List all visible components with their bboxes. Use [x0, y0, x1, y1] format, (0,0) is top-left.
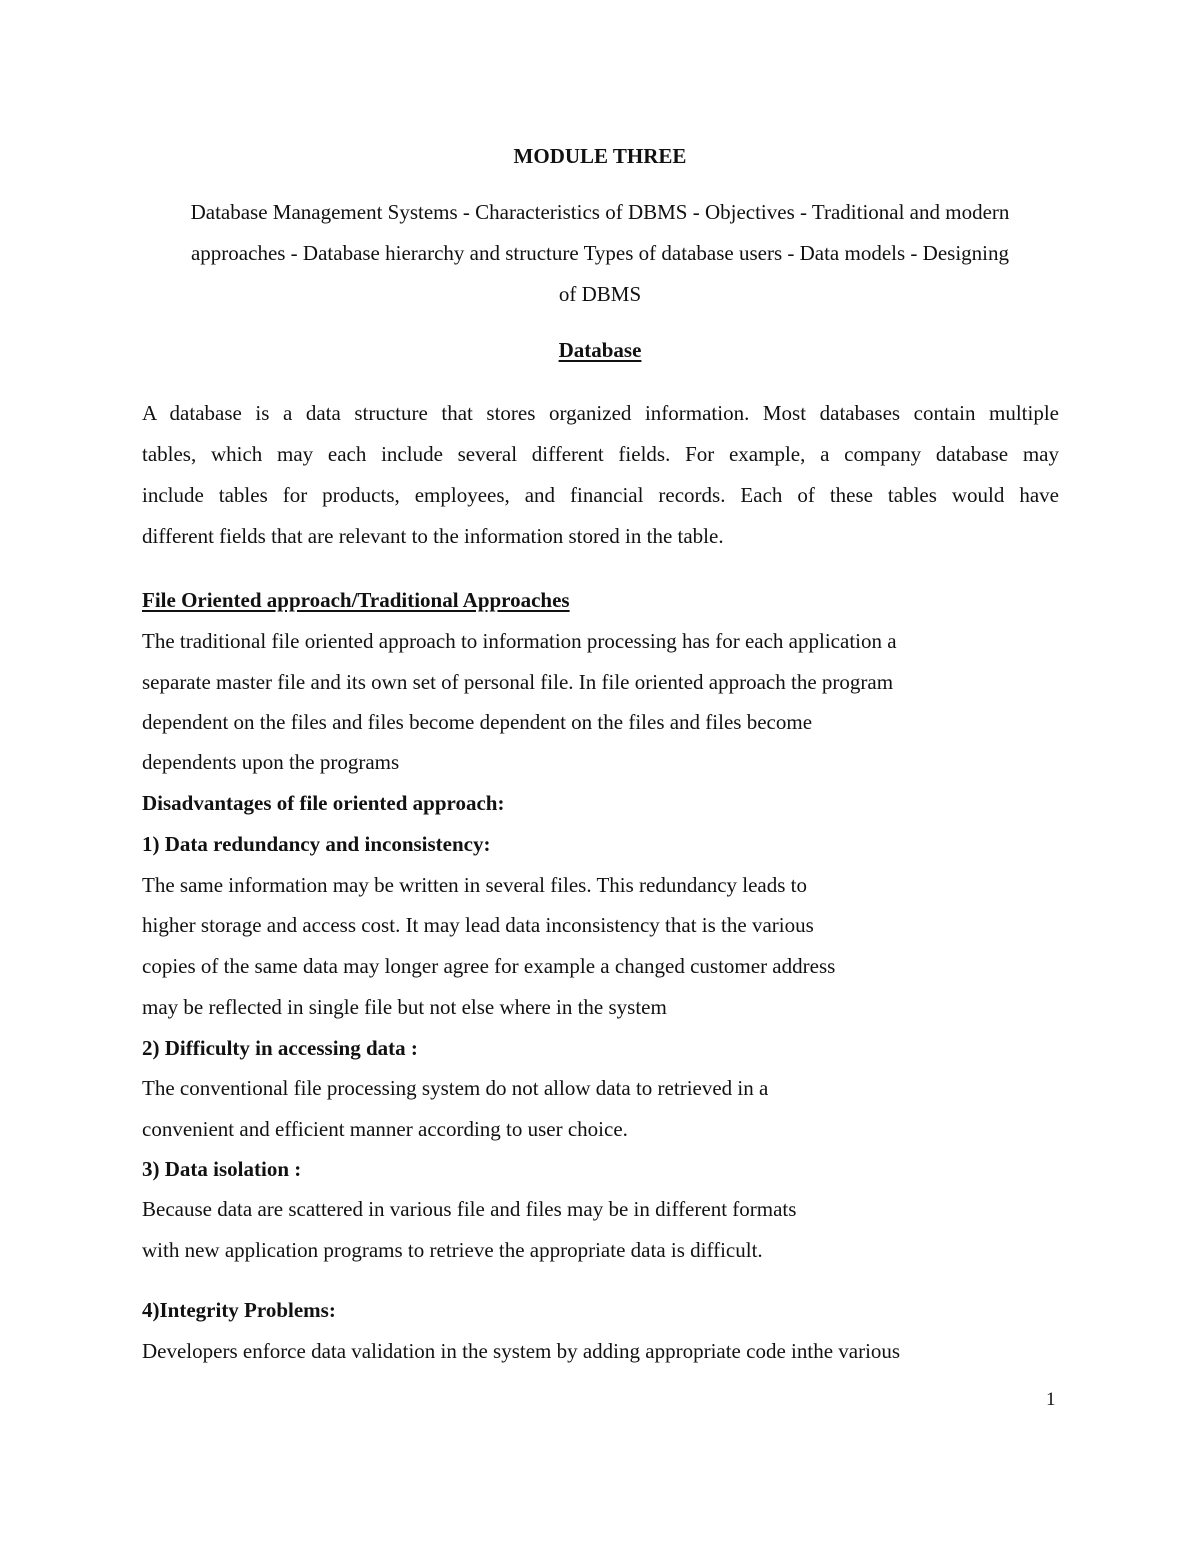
point-heading: 2) Difficulty in accessing data : [142, 1036, 418, 1060]
paragraph-line: The traditional file oriented approach to information processing has for each application a [142, 629, 897, 653]
paragraph-line: include tables for products, employees, and financial records. Each of these tables would have [142, 483, 1059, 507]
paragraph-line: tables, which may each include several different fields. For example, a company database may [142, 442, 1059, 466]
point-line: copies of the same data may longer agree for example a changed customer address [142, 954, 836, 978]
point-line: Because data are scattered in various file and files may be in different formats [142, 1197, 797, 1221]
point-line: The conventional file processing system do not allow data to retrieved in a [142, 1076, 769, 1100]
point-line: higher storage and access cost. It may lead data inconsistency that is the various [142, 913, 814, 937]
paragraph-line: different fields that are relevant to the information stored in the table. [142, 524, 724, 548]
point-heading: 1) Data redundancy and inconsistency: [142, 832, 491, 856]
paragraph-line: A database is a data structure that stores organized information. Most databases contain multiple [142, 401, 1059, 425]
point-line: Developers enforce data validation in the system by adding appropriate code inthe various [142, 1339, 901, 1363]
syllabus-line: Database Management Systems - Characteristics of DBMS - Objectives - Traditional and modern [190, 200, 1010, 224]
point-heading: 4)Integrity Problems: [142, 1298, 336, 1322]
point-heading: 3) Data isolation : [142, 1157, 302, 1181]
database-heading: Database [558, 338, 642, 362]
syllabus-line: of DBMS [558, 282, 642, 306]
point-line: may be reflected in single file but not else where in the system [142, 995, 667, 1019]
point-line: The same information may be written in several files. This redundancy leads to [142, 873, 807, 897]
disadvantages-heading: Disadvantages of file oriented approach: [142, 791, 505, 815]
paragraph-line: separate master file and its own set of personal file. In file oriented approach the program [142, 670, 894, 694]
syllabus-line: approaches - Database hierarchy and structure Types of database users - Data models - Designing [190, 241, 1009, 265]
module-title: MODULE THREE [513, 144, 687, 168]
paragraph-line: dependents upon the programs [142, 750, 400, 774]
point-line: convenient and efficient manner according to user choice. [142, 1117, 628, 1141]
point-line: with new application programs to retrieve the appropriate data is difficult. [142, 1238, 763, 1262]
paragraph-line: dependent on the files and files become dependent on the files and files become [142, 710, 813, 734]
page-number: 1 [1046, 1389, 1056, 1410]
file-approach-heading: File Oriented approach/Traditional Approaches [142, 588, 570, 612]
